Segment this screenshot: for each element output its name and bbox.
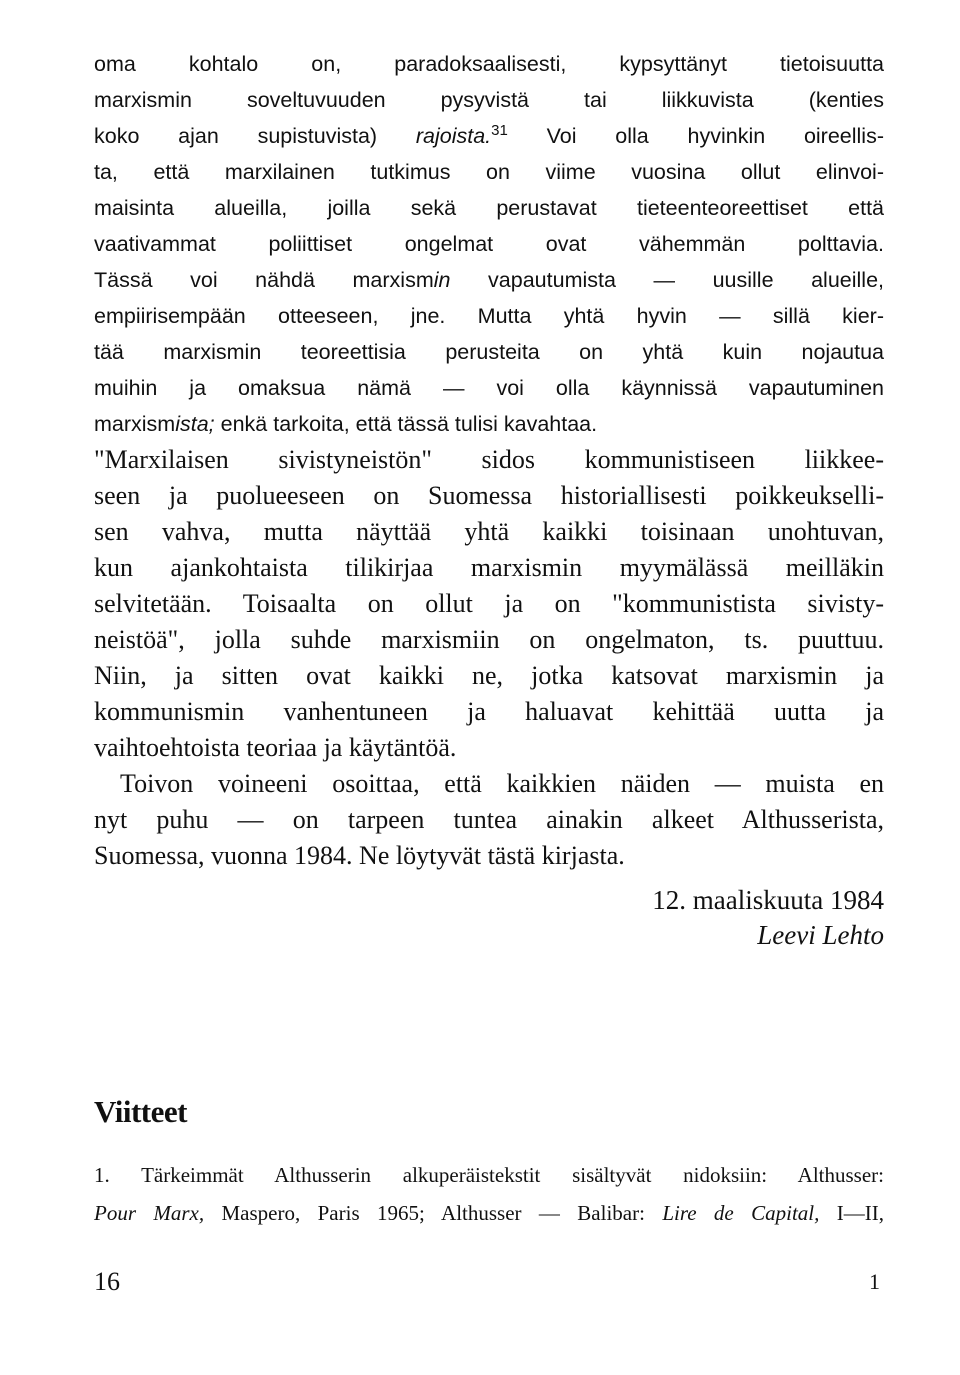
text-line: ta, että marxilainen tutkimus on viime vuosina ollut elinvoi- bbox=[94, 160, 884, 184]
italic-title: Lire de Capital, bbox=[662, 1201, 820, 1225]
text-line bbox=[94, 406, 884, 442]
footnote-reference: 31 bbox=[491, 121, 508, 139]
text-line: marxismin soveltuvuuden pysyvistä tai liikkuvista (kenties bbox=[94, 88, 884, 112]
signature-mark: 1 bbox=[869, 1269, 880, 1294]
text-line: Suomessa, vuonna 1984. Ne löytyvät tästä kirjasta. bbox=[94, 841, 625, 870]
text-run: Maspero, Paris 1965; Althusser — Balibar: bbox=[204, 1201, 663, 1225]
signature-name: Leevi Lehto bbox=[757, 920, 884, 950]
text-line bbox=[94, 118, 884, 154]
text-line: selvitetään. Toisaalta on ollut ja on "kommunistista sivisty- bbox=[94, 589, 884, 618]
text-run: I—II, bbox=[819, 1201, 885, 1225]
text-line: Toivon voineeni osoittaa, että kaikkien näiden — muista en bbox=[120, 769, 884, 798]
text-line: sen vahva, mutta näyttää yhtä kaikki toisinaan unohtuvan, bbox=[94, 517, 884, 546]
text-line: nyt puhu — on tarpeen tuntea ainakin alkeet Althusserista, bbox=[94, 805, 884, 834]
signature-date: 12. maaliskuuta 1984 bbox=[652, 885, 884, 915]
text-run: vapautumista — uusille alueille, bbox=[450, 268, 884, 292]
text-line: muihin ja omaksua nämä — voi olla käynnissä vapautuminen bbox=[94, 376, 884, 400]
main-text bbox=[94, 46, 884, 874]
text-run: Voi olla hyvinkin oireellis- bbox=[507, 124, 884, 148]
notes-heading: Viitteet bbox=[94, 1094, 187, 1129]
text-line bbox=[94, 262, 884, 298]
text-line: kun ajankohtaista tilikirjaa marxismin myymälässä meilläkin bbox=[94, 553, 884, 582]
text-line: seen ja puolueeseen on Suomessa historiallisesti poikkeukselli- bbox=[94, 481, 884, 510]
text-line: vaativammat poliittiset ongelmat ovat vähemmän polttavia. bbox=[94, 232, 884, 256]
text-line: maisinta alueilla, joilla sekä perustavat tieteenteoreettiset että bbox=[94, 196, 884, 220]
footnote-line bbox=[94, 1198, 884, 1228]
text-line: oma kohtalo on, paradoksaalisesti, kypsyttänyt tietoisuutta bbox=[94, 52, 884, 76]
text-run: marxism bbox=[94, 412, 176, 436]
text-line: "Marxilaisen sivistyneistön" sidos kommunistiseen liikkee- bbox=[94, 445, 884, 474]
text-run: enkä tarkoita, että tässä tulisi kavahtaa. bbox=[214, 412, 598, 436]
text-line: empiirisempään otteeseen, jne. Mutta yhtä hyvin — sillä kier- bbox=[94, 304, 884, 328]
italic-text: in bbox=[433, 268, 451, 292]
text-line: Niin, ja sitten ovat kaikki ne, jotka katsovat marxismin ja bbox=[94, 661, 884, 690]
text-run: koko ajan supistuvista) bbox=[94, 124, 416, 148]
text-line: vaihtoehtoista teoriaa ja käytäntöä. bbox=[94, 733, 457, 762]
text-line: neistöä", jolla suhde marxismiin on ongelmaton, ts. puuttuu. bbox=[94, 625, 884, 654]
italic-text: ista; bbox=[175, 412, 215, 436]
italic-text: rajoista. bbox=[415, 124, 492, 148]
text-run: Tässä voi nähdä marxism bbox=[94, 268, 434, 292]
footnote-line: 1. Tärkeimmät Althusserin alkuperäistekstit sisältyvät nidoksiin: Althusser: bbox=[94, 1163, 884, 1187]
text-line: tää marxismin teoreettisia perusteita on yhtä kuin nojautua bbox=[94, 340, 884, 364]
italic-title: Pour Marx, bbox=[94, 1201, 205, 1225]
page-number: 16 bbox=[94, 1267, 120, 1296]
text-line: kommunismin vanhentuneen ja haluavat kehittää uutta ja bbox=[94, 697, 884, 726]
